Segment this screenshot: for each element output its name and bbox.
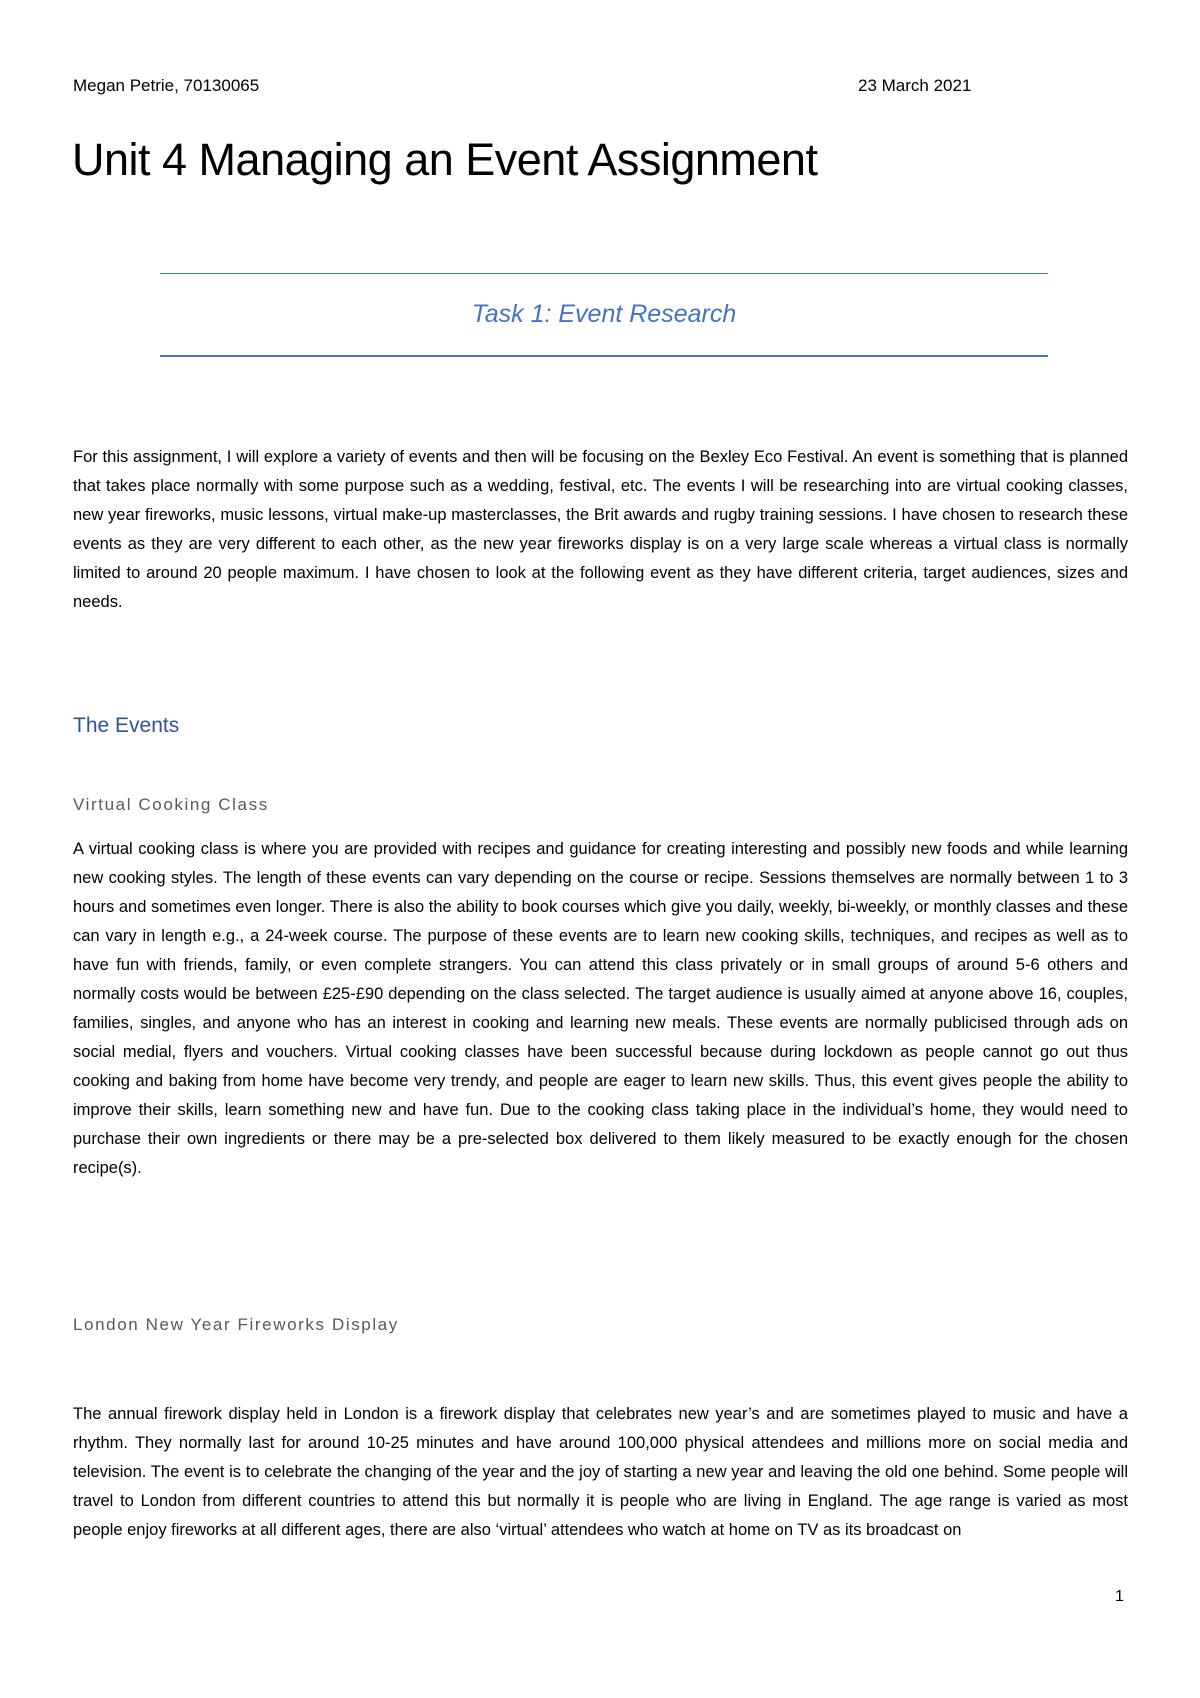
event-body-fireworks: The annual firework display held in London is a firework display that celebrates new year’s and are sometimes played to music and have a rhythm. They normally last for around 10-25 minutes and have around 100,000 physical attendees and millions more on social media and television. The event is to celebrate the changing of the year and the joy of starting a new year and leaving the old one behind. Some people will travel to London from different countries to attend this but normally it is people who are living in England. The age range is varied as most people enjoy fireworks at all different ages, there are also ‘virtual’ attendees who watch at home on TV as its broadcast on xyxy=(73,1405,1128,1539)
event-body-cooking-class: A virtual cooking class is where you are provided with recipes and guidance for creating interesting and possibly new foods and while learning new cooking styles. The length of these events can vary depending on the course or recipe. Sessions themselves are normally between 1 to 3 hours and sometimes even longer. There is also the ability to book courses which give you daily, weekly, bi-weekly, or monthly classes and these can vary in length e.g., a 24-week course. The purpose of these events are to learn new cooking skills, techniques, and recipes as well as to have fun with friends, family, or even complete strangers. You can attend this class privately or in small groups of around 5-6 others and normally costs would be between £25-£90 depending on the class selected. The target audience is usually aimed at anyone above 16, couples, families, singles, and anyone who has an interest in cooking and learning new meals. These events are normally publicised through ads on social medial, flyers and vouchers. Virtual cooking classes have been successful because during lockdown as people cannot go out thus cooking and baking from home have become very trendy, and people are eager to learn new skills. Thus, this event gives people the ability to improve their skills, learn something new and have fun. Due to the cooking class taking place in the individual’s home, they would need to purchase their own ingredients or there may be a pre-selected box delivered to them likely measured to be exactly enough for the chosen recipe(s). xyxy=(73,840,1128,1177)
event-heading-fireworks: London New Year Fireworks Display xyxy=(73,1315,399,1334)
subtitle-top-rule xyxy=(160,273,1048,274)
header-author: Megan Petrie, 70130065 xyxy=(73,76,260,95)
section-heading-events: The Events xyxy=(73,714,180,737)
header-date: 23 March 2021 xyxy=(858,76,972,95)
event-heading-cooking-class: Virtual Cooking Class xyxy=(73,795,269,814)
document-title: Unit 4 Managing an Event Assignment xyxy=(72,134,818,185)
subtitle-bottom-rule xyxy=(160,355,1048,357)
page-number: 1 xyxy=(1115,1588,1124,1605)
intro-paragraph: For this assignment, I will explore a variety of events and then will be focusing on the Bexley Eco Festival. An event is something that is planned that takes place normally with some purpose such as a wedding, festival, etc. The events I will be researching into are virtual cooking classes, new year fireworks, music lessons, virtual make-up masterclasses, the Brit awards and rugby training sessions. I have chosen to research these events as they are very different to each other, as the new year fireworks display is on a very large scale whereas a virtual class is normally limited to around 20 people maximum. I have chosen to look at the following event as they have different criteria, target audiences, sizes and needs. xyxy=(73,448,1128,611)
document-subtitle: Task 1: Event Research xyxy=(471,300,737,328)
